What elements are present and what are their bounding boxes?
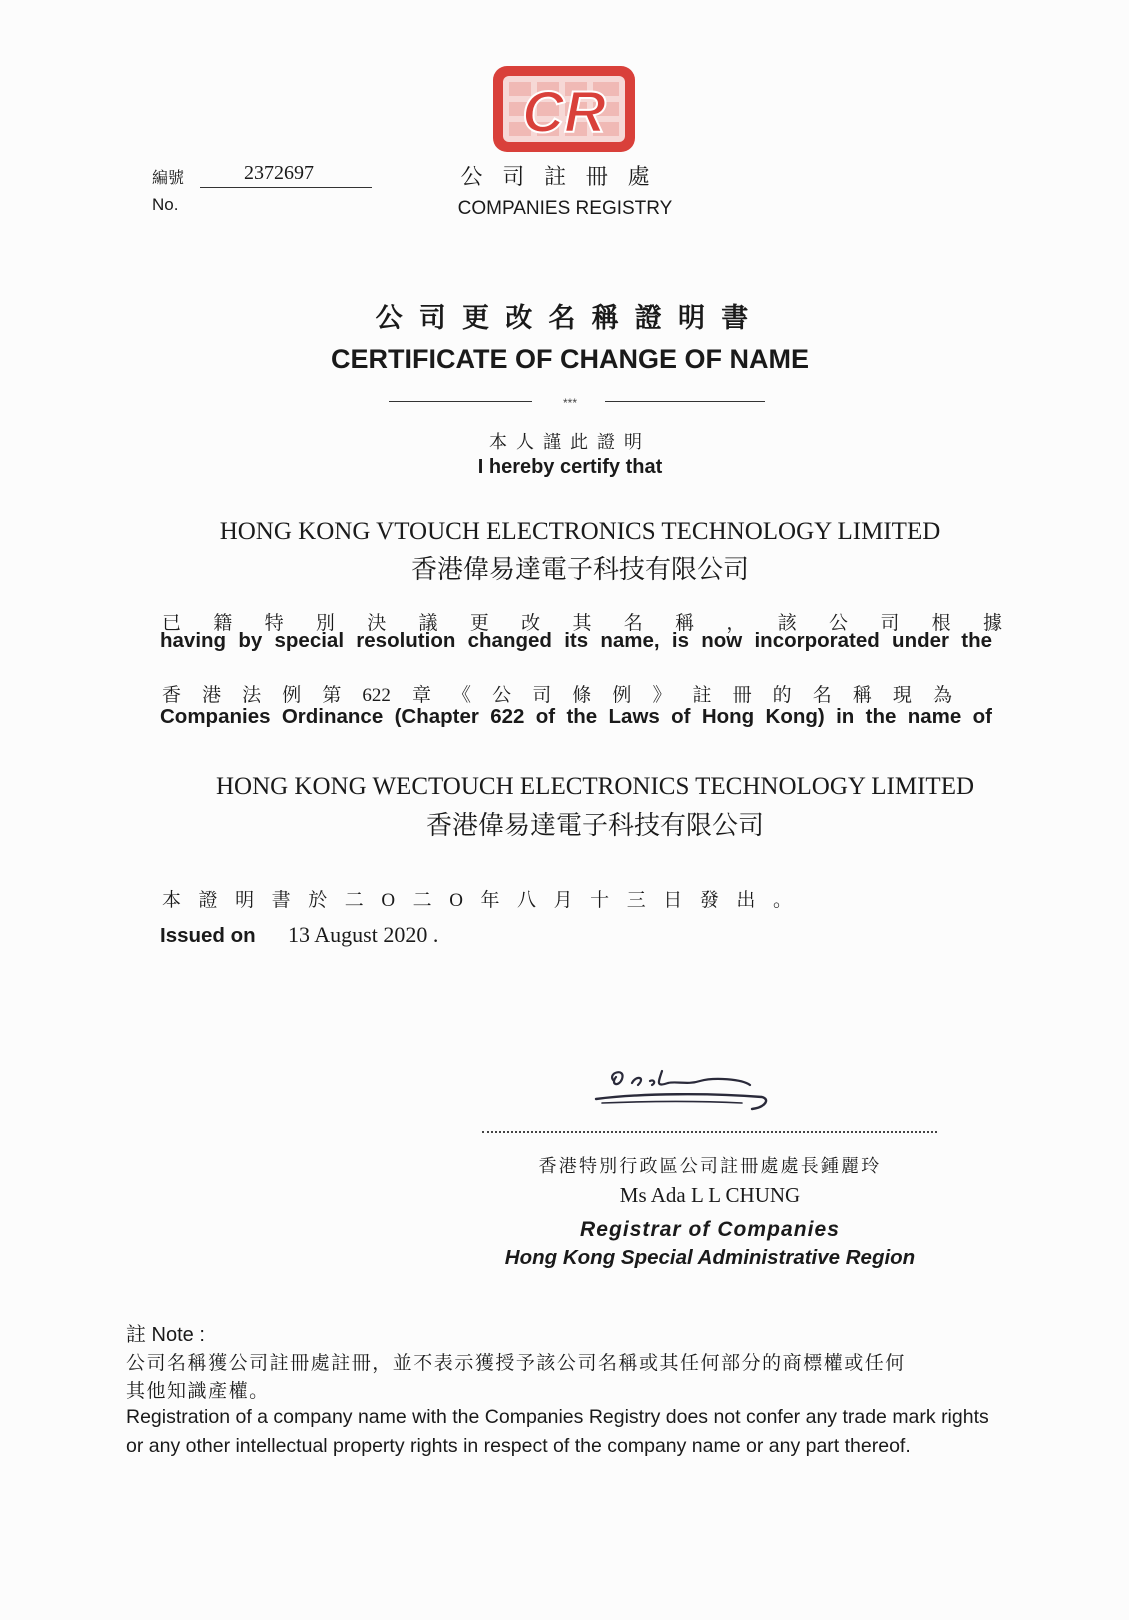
registrar-signature bbox=[592, 1063, 792, 1118]
old-company-name-chinese: 香港偉易達電子科技有限公司 bbox=[410, 555, 749, 584]
title-divider-left bbox=[389, 401, 532, 402]
number-label-english: No. bbox=[152, 195, 179, 214]
number-underline bbox=[200, 187, 372, 188]
registrar-name-chinese: 香港特別行政區公司註冊處處長鍾麗玲 bbox=[538, 1156, 882, 1176]
note-english-line2: or any other intellectual property rights in respect of the company name or any part thereof. bbox=[126, 1435, 911, 1457]
new-company-name-chinese: 香港偉易達電子科技有限公司 bbox=[425, 811, 764, 840]
title-english: CERTIFICATE OF CHANGE OF NAME bbox=[331, 344, 809, 374]
issued-date-chinese: 本證明書於二O二O年八月十三日發出。 bbox=[162, 890, 792, 911]
body-line2-english: Companies Ordinance (Chapter 622 of the Laws of Hong Kong) in the name of bbox=[160, 705, 992, 728]
svg-text:CR: CR bbox=[522, 80, 606, 145]
certify-statement-chinese: 本人謹此證明 bbox=[489, 432, 651, 452]
certificate-number: 2372697 bbox=[244, 162, 314, 184]
issued-label: Issued on bbox=[160, 924, 256, 947]
title-divider-stars: *** bbox=[562, 396, 577, 410]
note-chinese-line2: 其他知識產權。 bbox=[126, 1381, 270, 1402]
registry-name-chinese: 公司註冊處 bbox=[460, 164, 670, 189]
old-company-name-english: HONG KONG VTOUCH ELECTRONICS TECHNOLOGY LIMITED bbox=[219, 518, 941, 545]
body-line1-chinese: 已籍特別決議更改其名稱，該公司根據 bbox=[162, 613, 1002, 634]
certify-statement-english: I hereby certify that bbox=[477, 456, 663, 478]
title-chinese: 公司更改名稱證明書 bbox=[375, 303, 765, 333]
note-english-line1: Registration of a company name with the Companies Registry does not confer any trade mark rights bbox=[126, 1406, 989, 1428]
companies-registry-logo bbox=[491, 64, 637, 154]
registrar-region: Hong Kong Special Administrative Region bbox=[504, 1246, 916, 1269]
title-divider-right bbox=[605, 401, 765, 402]
registrar-name-english: Ms Ada L L CHUNG bbox=[619, 1183, 801, 1207]
issued-date: 13 August 2020 . bbox=[288, 922, 439, 947]
body-line2-chinese: 香港法例第622章《公司條例》註冊的名稱現為 bbox=[162, 685, 952, 706]
signature-dotted-line bbox=[482, 1131, 937, 1133]
note-chinese-line1: 公司名稱獲公司註冊處註冊，並不表示獲授予該公司名稱或其任何部分的商標權或任何 bbox=[126, 1353, 906, 1374]
number-label-chinese: 編號 bbox=[152, 170, 185, 187]
note-heading: 註 Note : bbox=[126, 1324, 205, 1346]
registrar-title: Registrar of Companies bbox=[580, 1218, 840, 1241]
registry-name-english: COMPANIES REGISTRY bbox=[457, 198, 673, 219]
new-company-name-english: HONG KONG WECTOUCH ELECTRONICS TECHNOLOGY LIMITED bbox=[215, 773, 975, 800]
body-line1-english: having by special resolution changed its name, is now incorporated under the bbox=[160, 629, 992, 652]
